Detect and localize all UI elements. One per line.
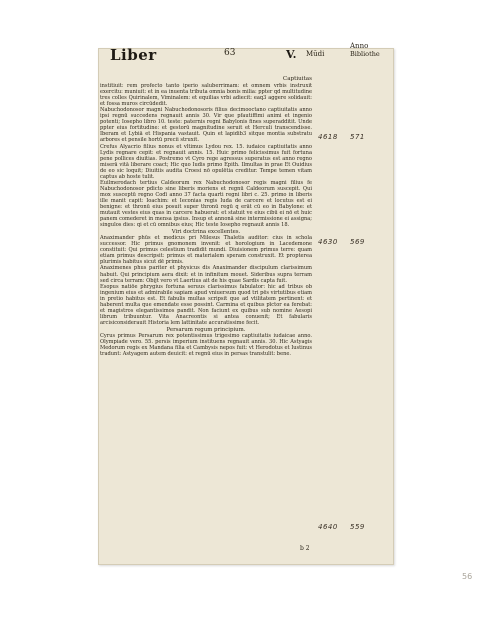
signature-mark: b 2 [300, 545, 310, 552]
margin-note-year: 4630 [318, 238, 338, 246]
paragraph-euilmerodach: Euilmerodach tertius Caldeorum rex Nabuchodonosor regis magni filius fe Nabuchodonosor pdicto sine liberis moriens et regnū Caldeorum suscepit. Qui mox susceptū regno Codī anno 37 facta quarti regni libri c. 25. primo in liberis ille manit capit: Ioachim: et Ieconias regis Iuda de carcere et locutus est ei benigne: et thronū eius posuit super thronū regū q erāt cū eo in Babylone: et mutauit vestes eius quas in carcere habuerat: et statuit ve eius cibū ei nō et huic panem comederet in mensa ipsius. Insup et annonā sine intermissione ei assigna; singulos dies: qi et cū omnibus eius; Hic teste Iosepho regnauit annis 18. [100, 179, 312, 229]
paragraph-cyrus: Cyrus primus Persarum rex potentissimus trigesimo captiuitatis iudaicae anno. Olympiade vero. 55. persis imperium instituens regnauit annis. 30. Hic Astyagis Medorum regis ex Mandana filia et Cambysis nepos fuit: vt Herodotus et Iustinus tradunt: Astyagem autem deuicit: et regnū eius in persas transtulit: bene. [100, 332, 312, 358]
margin-note-year-bc: 569 [350, 238, 365, 246]
running-title: Liber [110, 46, 157, 64]
section-heading-persarum: Persarum regum principium. [166, 326, 246, 333]
paragraph-anaximenes: Anaximenes phus pariter et physicus dis Anaximander discipulum clarissimum habuit. Qui principium aera dixit: et in infinitum mouet. Sideribus supra terram sed circa terram: Obijt vero vt Laertius ait de his quae Sardis capta fuit. [100, 265, 312, 284]
margin-note-year: 4618 [318, 133, 338, 141]
margin-note-year-bc: 559 [350, 523, 365, 531]
section-letter: V. [286, 48, 297, 61]
pencil-mark: 56 [462, 572, 473, 581]
column-head-mundi: Mūdi [306, 50, 325, 58]
body-text [100, 76, 312, 357]
section-heading-viri: Viri doctrina excellentes. [171, 229, 241, 236]
paragraph-anaximander: Anaximander phūs et medicus pri Milesus Thaletis auditor: cius in schola successor. Hic primus gnomonem invenit: et horologium in Lacedemone constituit: Qui primus celestium tradidit mundi. Diuisionem primus terre: quam etiam primus descripsit: primus et materialem speram construxit. Et propterea plurimis habitus sicut dē primis. [100, 235, 312, 266]
margin-note-year: 4640 [318, 523, 338, 531]
paragraph-crefus: Crefus Alyacrio filius nonus et vltimus Lydou rex. 15. iudaice captiuitatis anno Lydis regnare cepit: et regnauit annis. 15. Huic primo felicissimus fuit fortuna pene pollices diuitias. Postremo vt Cyro rege agressus superatus est anno regno miserā vitā liberare coact; Hic quo Iudis primo Epith. Ilmultas in prae Et Ouidius de eo sic loquit; Diuitiis audita Croesi nō opulētia creditur. Tempe temen vitam captus ab hoste tulit. [100, 143, 312, 180]
folio-number: 63 [224, 48, 236, 58]
paragraph-tarquinius: institiuit: rem profecto tanto iperio saluberrimam: et omnem vrbis instruxit exercitu: muniuit: et in ea inuenta tributa omnia bonis milia: ppter qd multitudine tres colles Quirinalem, Viminalem: et equilias vrbi adiecit: eaq3 aggere solidauit: et fossa muros circūdedit. [100, 83, 312, 108]
column-head-bibliothe: Bibliothe [350, 50, 380, 58]
column-head-anno: Anno [350, 42, 369, 50]
margin-note-year-bc: 571 [350, 133, 365, 141]
paragraph-esopus: Esopus natiōe phrygius fortuna seruus clarissimus fabulator: hic ad tribus ob ingenium eius et admirabile sapiam apud vniuersum quod tri pēs virtutibus etiam in pretio habitus est. Et fabulis multas scripsit que ad vtilitatem pertinent: et haberent multa que emendate esse possint. Carmina et quibus pīctor ea ferebat: et magistros elegantissimos pandit. Non faciunt ex quibus sub nomine Aesopi librum tribuuntur. Vita Anacreontis si antea conuenit; Et fabularis arcisiconsiderauit Historia lem lattinitate accuratissime fecit. [100, 283, 312, 326]
captiuitas-heading: Captiuitas [282, 76, 312, 82]
paragraph-nabuchodonosor: Nabuchodonosor magni Nabuchodonosoris filius decimooctano captiuitatis anno ipsi regnū succedens regnauit annis 30. Vir que pfautiffimi animi et ingenio potenti; Iosepho libro 10. teste: paternis regni Babylonis fines superadditit. Unde ppter eius fortitudine: et gestorū magnitudine seruit et Herculi transcendisse. Iberam et Lybiā et Hispania vastauit. Quin et lapidib3 sitque montia substratu arbores et pensile hortū precii struxit. [100, 107, 312, 144]
